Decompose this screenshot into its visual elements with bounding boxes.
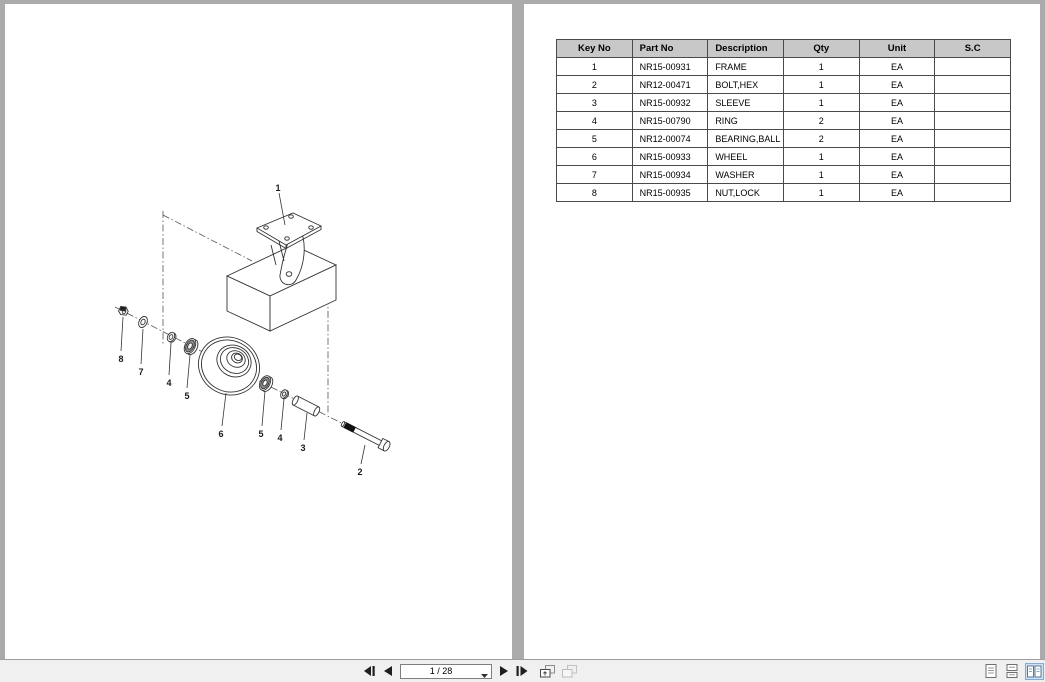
table-row: 3 NR15-00932 SLEEVE 1 EA [557,94,1011,112]
next-page-button[interactable] [500,666,508,676]
page-indicator: 1 / 28 [429,666,453,676]
last-page-icon [516,666,528,676]
callout-4: 4 [277,433,283,443]
column-header: Qty [783,40,859,58]
callout-5: 5 [258,429,264,439]
previous-page-icon [384,666,392,676]
table-header-row [557,40,1011,58]
column-header: S.C [935,40,1011,58]
table-row: 2 NR12-00471 BOLT,HEX 1 EA [557,76,1011,94]
page-right-parts-list [524,4,1040,659]
callout-2: 2 [357,467,363,477]
page-dropdown-caret-icon[interactable] [481,670,488,680]
table-row: 7 NR15-00934 WASHER 1 EA [557,166,1011,184]
previous-view-button[interactable] [540,665,556,678]
table-row: 5 NR12-00074 BEARING,BALL 2 EA [557,130,1011,148]
table-row: 4 NR15-00790 RING 2 EA [557,112,1011,130]
continuous-mode-button[interactable] [1004,662,1020,680]
previous-page-button[interactable] [384,666,392,676]
column-header: Description [708,40,784,58]
column-header: Unit [859,40,935,58]
callout-1: 1 [275,183,281,193]
facing-mode-button[interactable] [1025,663,1044,680]
continuous-page-icon [1006,664,1018,678]
page-nav-controls [364,660,578,682]
single-page-icon [985,664,997,678]
parts-table [556,39,1011,202]
next-page-icon [500,666,508,676]
view-history-controls [540,665,578,678]
last-page-button[interactable] [516,666,528,676]
callout-4: 4 [166,378,172,388]
callout-6: 6 [218,429,224,439]
callout-8: 8 [118,354,124,364]
callout-5: 5 [184,391,190,401]
exploded-view-drawing [5,4,512,659]
previous-view-icon [540,665,556,678]
single-page-mode-button[interactable] [983,662,999,680]
page-number-box[interactable] [400,664,492,679]
first-page-button[interactable] [364,666,376,676]
page-layout-controls [983,660,1045,682]
navigation-toolbar [0,659,1045,682]
callout-3: 3 [300,443,306,453]
table-row: 6 NR15-00933 WHEEL 1 EA [557,148,1011,166]
table-row: 8 NR15-00935 NUT,LOCK 1 EA [557,184,1011,202]
facing-pages-icon [1027,665,1042,678]
next-view-button[interactable] [562,665,578,678]
first-page-icon [364,666,376,676]
column-header: Key No [557,40,633,58]
page-left-diagram [5,4,512,659]
callout-7: 7 [138,367,144,377]
next-view-icon [562,665,578,678]
table-row: 1 NR15-00931 FRAME 1 EA [557,58,1011,76]
column-header: Part No [632,40,708,58]
